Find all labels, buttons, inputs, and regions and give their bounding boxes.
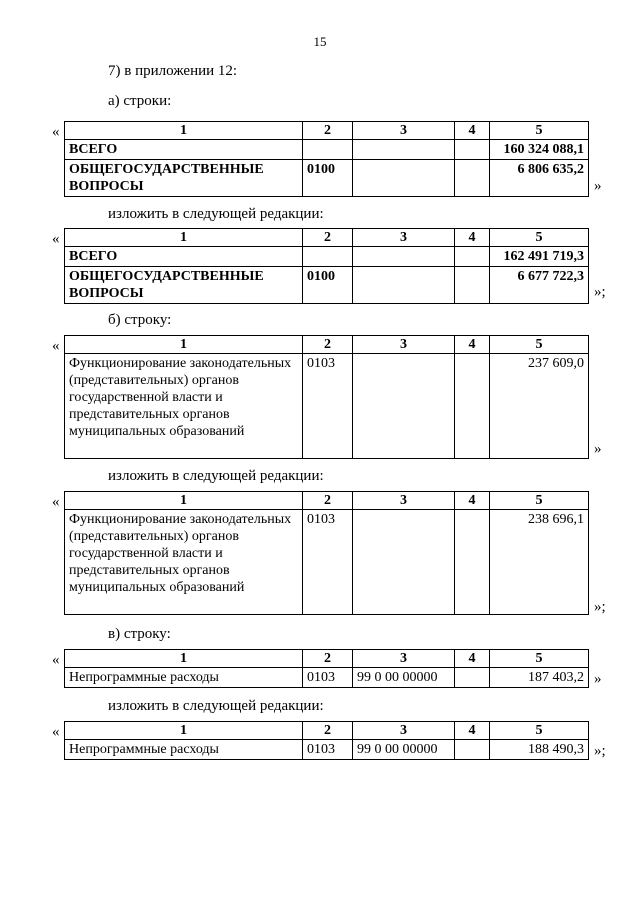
table-b-old — [64, 335, 589, 459]
table-row — [65, 668, 589, 688]
table-row — [65, 267, 589, 304]
header-cell: 2 — [303, 722, 353, 740]
quote-close: »; — [594, 599, 606, 615]
section-code-cell: 0100 — [303, 160, 353, 197]
sub-a-heading: а) строки: — [108, 93, 172, 109]
row-name-cell: ОБЩЕГОСУДАРСТВЕННЫЕ ВОПРОСЫ — [65, 267, 303, 304]
quote-close: » — [594, 178, 602, 194]
section-code-cell — [303, 247, 353, 267]
row-name-cell: Функционирование законодательных (представительных) органов государственной власти и представительных органов муниципальных образований — [65, 510, 303, 615]
amount-cell: 6 806 635,2 — [490, 160, 589, 197]
expense-type-cell — [455, 510, 490, 615]
target-code-cell — [353, 267, 455, 304]
table-v-old — [64, 649, 589, 688]
header-cell: 3 — [353, 722, 455, 740]
table-v-new — [64, 721, 589, 760]
header-cell: 5 — [490, 336, 589, 354]
target-code-cell — [353, 354, 455, 459]
section-code-cell: 0103 — [303, 354, 353, 459]
header-cell: 3 — [353, 336, 455, 354]
table-row — [65, 140, 589, 160]
amount-cell: 6 677 722,3 — [490, 267, 589, 304]
header-cell: 1 — [65, 650, 303, 668]
header-cell: 5 — [490, 650, 589, 668]
row-name-cell: Непрограммные расходы — [65, 668, 303, 688]
expense-type-cell — [455, 668, 490, 688]
row-name-cell: Функционирование законодательных (представительных) органов государственной власти и представительных органов муниципальных образований — [65, 354, 303, 459]
table-row — [65, 160, 589, 197]
table-header-row — [65, 722, 589, 740]
quote-open: « — [52, 652, 60, 668]
table-a-new — [64, 228, 589, 304]
section-code-cell: 0103 — [303, 668, 353, 688]
header-cell: 2 — [303, 229, 353, 247]
replace-text: изложить в следующей редакции: — [108, 698, 324, 714]
quote-close: »; — [594, 743, 606, 759]
target-code-cell: 99 0 00 00000 — [353, 740, 455, 760]
header-cell: 5 — [490, 122, 589, 140]
quote-open: « — [52, 494, 60, 510]
table-row — [65, 247, 589, 267]
header-cell: 5 — [490, 229, 589, 247]
quote-close: » — [594, 671, 602, 687]
quote-open: « — [52, 724, 60, 740]
amount-cell: 160 324 088,1 — [490, 140, 589, 160]
header-cell: 4 — [455, 229, 490, 247]
target-code-cell — [353, 140, 455, 160]
header-cell: 1 — [65, 336, 303, 354]
header-cell: 4 — [455, 722, 490, 740]
table-header-row — [65, 336, 589, 354]
header-cell: 2 — [303, 492, 353, 510]
header-cell: 3 — [353, 122, 455, 140]
table-header-row — [65, 122, 589, 140]
table-header-row — [65, 229, 589, 247]
target-code-cell: 99 0 00 00000 — [353, 668, 455, 688]
replace-text: изложить в следующей редакции: — [108, 206, 324, 222]
replace-text: изложить в следующей редакции: — [108, 468, 324, 484]
table-a-old — [64, 121, 589, 197]
header-cell: 4 — [455, 650, 490, 668]
header-cell: 1 — [65, 122, 303, 140]
header-cell: 3 — [353, 229, 455, 247]
header-cell: 5 — [490, 492, 589, 510]
quote-close: »; — [594, 284, 606, 300]
table-b-new — [64, 491, 589, 615]
header-cell: 1 — [65, 492, 303, 510]
header-cell: 2 — [303, 650, 353, 668]
amount-cell: 187 403,2 — [490, 668, 589, 688]
section-code-cell: 0103 — [303, 510, 353, 615]
quote-close: » — [594, 441, 602, 457]
header-cell: 4 — [455, 122, 490, 140]
table-header-row — [65, 492, 589, 510]
amount-cell: 162 491 719,3 — [490, 247, 589, 267]
page-number: 15 — [313, 34, 327, 49]
expense-type-cell — [455, 247, 490, 267]
amount-cell: 188 490,3 — [490, 740, 589, 760]
quote-open: « — [52, 124, 60, 140]
expense-type-cell — [455, 160, 490, 197]
quote-open: « — [52, 231, 60, 247]
row-name-cell: ОБЩЕГОСУДАРСТВЕННЫЕ ВОПРОСЫ — [65, 160, 303, 197]
target-code-cell — [353, 160, 455, 197]
item-heading: 7) в приложении 12: — [108, 63, 238, 79]
sub-b-heading: б) строку: — [108, 312, 172, 328]
section-code-cell — [303, 140, 353, 160]
table-row — [65, 510, 589, 615]
amount-cell: 237 609,0 — [490, 354, 589, 459]
expense-type-cell — [455, 354, 490, 459]
target-code-cell — [353, 510, 455, 615]
expense-type-cell — [455, 267, 490, 304]
table-header-row — [65, 650, 589, 668]
header-cell: 4 — [455, 492, 490, 510]
amount-cell: 238 696,1 — [490, 510, 589, 615]
expense-type-cell — [455, 140, 490, 160]
header-cell: 3 — [353, 650, 455, 668]
header-cell: 2 — [303, 122, 353, 140]
header-cell: 5 — [490, 722, 589, 740]
row-name-cell: ВСЕГО — [65, 140, 303, 160]
header-cell: 1 — [65, 229, 303, 247]
section-code-cell: 0103 — [303, 740, 353, 760]
target-code-cell — [353, 247, 455, 267]
section-code-cell: 0100 — [303, 267, 353, 304]
header-cell: 2 — [303, 336, 353, 354]
header-cell: 1 — [65, 722, 303, 740]
header-cell: 4 — [455, 336, 490, 354]
row-name-cell: ВСЕГО — [65, 247, 303, 267]
row-name-cell: Непрограммные расходы — [65, 740, 303, 760]
header-cell: 3 — [353, 492, 455, 510]
expense-type-cell — [455, 740, 490, 760]
quote-open: « — [52, 338, 60, 354]
sub-v-heading: в) строку: — [108, 626, 171, 642]
table-row — [65, 354, 589, 459]
table-row — [65, 740, 589, 760]
